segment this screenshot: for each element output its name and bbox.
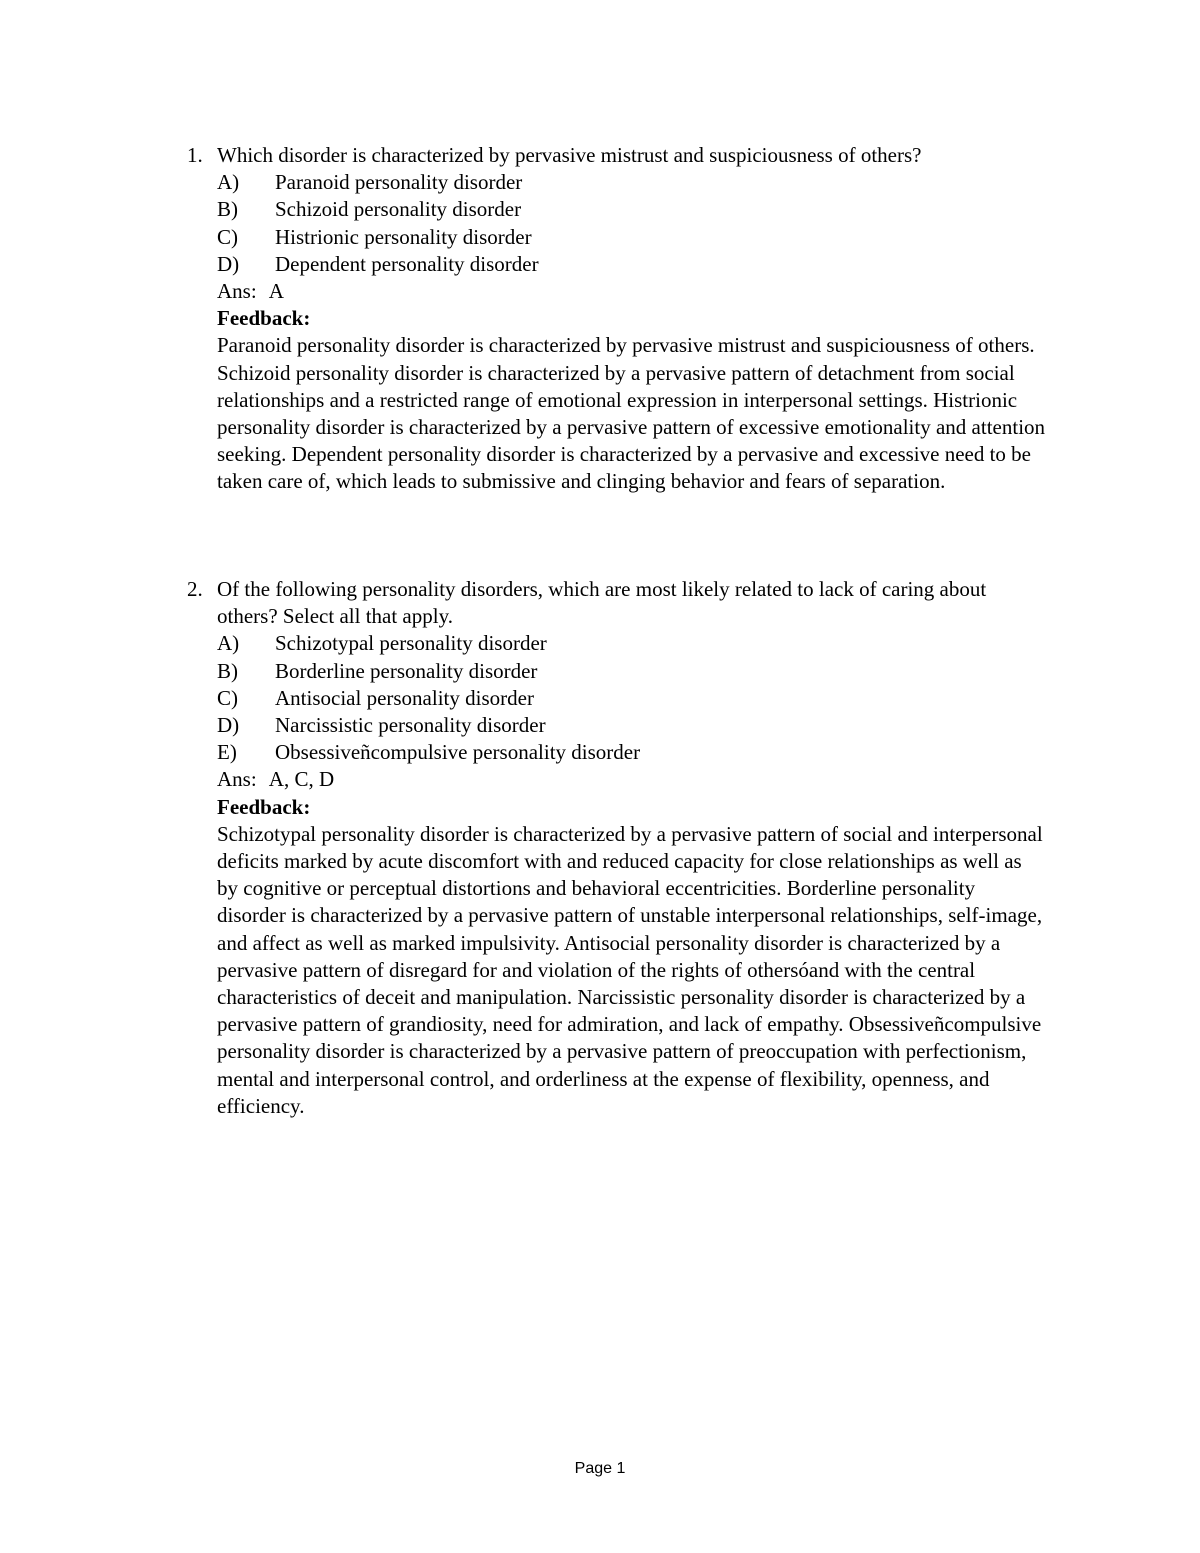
option-text: Schizotypal personality disorder: [275, 631, 547, 656]
option-d: [217, 712, 1047, 739]
option-e: [217, 739, 1047, 766]
option-c: [217, 224, 1047, 251]
answer-row: [217, 278, 1047, 305]
answer-value: A, C, D: [268, 767, 335, 792]
option-text: Paranoid personality disorder: [275, 170, 523, 195]
option-letter: E): [217, 740, 237, 765]
page-number: Page 1: [574, 1460, 626, 1477]
question-2: [187, 576, 1047, 1120]
option-b: [217, 658, 1047, 685]
feedback-label: Feedback:: [217, 306, 311, 331]
option-letter: B): [217, 658, 238, 683]
question-body: [217, 142, 1047, 496]
option-text: Narcissistic personality disorder: [275, 713, 546, 738]
answer-label: Ans:: [217, 767, 257, 792]
option-a: [217, 169, 1047, 196]
option-c: [217, 685, 1047, 712]
feedback-label: Feedback:: [217, 794, 311, 819]
option-text: Borderline personality disorder: [275, 658, 538, 683]
question-body: [217, 576, 1047, 1120]
option-letter: D): [217, 713, 240, 738]
option-text: Histrionic personality disorder: [275, 224, 532, 249]
option-letter: C): [217, 224, 238, 249]
option-text: Obsessiveñcompulsive personality disorder: [275, 740, 641, 765]
question-stem: Of the following personality disorders, which are most likely related to lack of caring about others? Select all that apply.: [217, 577, 987, 629]
option-a: [217, 630, 1047, 657]
question-stem: Which disorder is characterized by pervasive mistrust and suspiciousness of others?: [217, 143, 922, 167]
answer-row: [217, 766, 1047, 793]
option-text: Antisocial personality disorder: [275, 685, 534, 710]
feedback-text: Paranoid personality disorder is characterized by pervasive mistrust and suspiciousness of others. Schizoid personality disorder is characterized by a pervasive pattern of detachment from social relationships and a restricted range of emotional expression in interpersonal settings. Histrionic personality disorder is characterized by a pervasive pattern of excessive emotionality and attention seeking. Dependent personality disorder is characterized by a pervasive and excessive need to be taken care of, which leads to submissive and clinging behavior and fears of separation.: [217, 333, 1046, 494]
option-letter: A): [217, 631, 240, 656]
answer-label: Ans:: [217, 279, 257, 304]
option-letter: B): [217, 197, 238, 222]
option-text: Schizoid personality disorder: [275, 197, 522, 222]
option-letter: C): [217, 685, 238, 710]
feedback-text: Schizotypal personality disorder is characterized by a pervasive pattern of social and interpersonal deficits marked by acute discomfort with and reduced capacity for close relationships as well as by cognitive or perceptual distortions and behavioral eccentricities. Borderline personality disorder is characterized by a pervasive pattern of unstable interpersonal relationships, self-image, and affect as well as marked impulsivity. Antisocial personality disorder is characterized by a pervasive pattern of disregard for and violation of the rights of othersóand with the central characteristics of deceit and manipulation. Narcissistic personality disorder is characterized by a pervasive pattern of grandiosity, need for admiration, and lack of empathy. Obsessiveñcompulsive personality disorder is characterized by a pervasive pattern of preoccupation with perfectionism, mental and interpersonal control, and orderliness at the expense of flexibility, openness, and efficiency.: [217, 821, 1043, 1118]
question-1: [187, 142, 1047, 496]
option-b: [217, 196, 1047, 223]
option-letter: A): [217, 170, 240, 195]
option-text: Dependent personality disorder: [275, 251, 539, 276]
question-number: 1.: [187, 143, 203, 167]
answer-value: A: [268, 279, 284, 304]
option-d: [217, 251, 1047, 278]
option-letter: D): [217, 251, 240, 276]
question-number: 2.: [187, 577, 203, 601]
